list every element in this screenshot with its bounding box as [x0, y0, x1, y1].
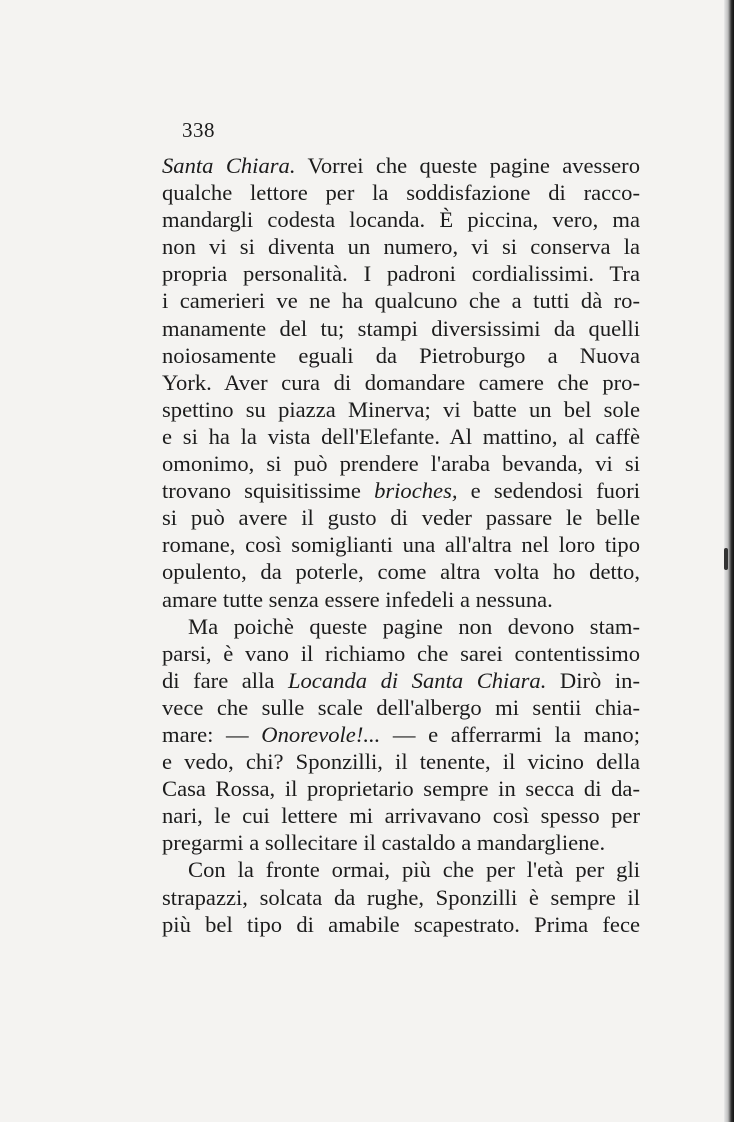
text-line	[162, 504, 640, 531]
text-line	[162, 206, 640, 233]
text-span: si può avere il gusto di veder passare le belle	[162, 505, 640, 531]
text-span: trovano squisitissime	[162, 478, 375, 504]
text-line	[162, 558, 640, 585]
text-line	[162, 856, 640, 883]
text-span: di fare alla	[162, 667, 288, 693]
italic-text: Onorevole!...	[261, 721, 381, 747]
text-span: e vedo, chi? Sponzilli, il tenente, il vicino della	[162, 749, 640, 775]
text-span: più bel tipo di amabile scapestrato. Prima fece	[162, 911, 640, 937]
text-line	[162, 775, 640, 802]
text-span: strapazzi, solcata da rughe, Sponzilli è sempre il	[162, 884, 640, 910]
text-line	[162, 369, 640, 396]
text-span: pregarmi a sollecitare il castaldo a mandargliene.	[162, 830, 606, 856]
text-line	[162, 667, 640, 694]
text-line	[162, 694, 640, 721]
text-span: romane, così somiglianti una all'altra nel loro tipo	[162, 532, 640, 558]
italic-text: Locanda di Santa Chiara.	[287, 667, 547, 693]
text-span: vece che sulle scale dell'albergo mi sentii chia-	[162, 694, 640, 720]
text-span: spettino su piazza Minerva; vi batte un bel sole	[162, 396, 640, 422]
text-line	[162, 342, 640, 369]
text-span: qualche lettore per la soddisfazione di racco-	[162, 180, 640, 206]
text-line	[162, 802, 640, 829]
text-span: mare: —	[162, 721, 262, 747]
text-span: i camerieri ve ne ha qualcuno che a tutti dà ro-	[162, 288, 640, 314]
text-line	[162, 233, 640, 260]
text-span: non vi si diventa un numero, vi si conserva la	[162, 234, 640, 260]
text-line	[162, 911, 640, 938]
page-edge-mark	[724, 548, 728, 570]
text-span: parsi, è vano il richiamo che sarei contentissimo	[162, 640, 640, 666]
text-line	[162, 748, 640, 775]
text-line	[162, 477, 640, 504]
body-text	[162, 152, 640, 938]
text-span: omonimo, si può prendere l'araba bevanda, vi si	[162, 451, 640, 477]
text-line	[162, 721, 640, 748]
text-line	[162, 423, 640, 450]
text-span: opulento, da poterle, come altra volta ho detto,	[162, 559, 640, 585]
text-span: Vorrei che queste pagine avessero	[295, 153, 640, 178]
text-span: Ma poichè queste pagine non devono stam-	[188, 613, 640, 639]
text-span: Casa Rossa, il proprietario sempre in secca di da-	[162, 776, 640, 802]
italic-text: Santa Chiara.	[162, 153, 296, 178]
text-span: propria personalità. I padroni cordialissimi. Tra	[162, 261, 640, 287]
text-line	[162, 586, 640, 613]
text-line	[162, 260, 640, 287]
text-line	[162, 829, 640, 856]
text-line	[162, 152, 640, 179]
text-line	[162, 315, 640, 342]
text-line	[162, 884, 640, 911]
page-number: 338	[182, 118, 215, 142]
text-span: Con la fronte ormai, più che per l'età per gli	[188, 857, 640, 883]
text-span: amare tutte senza essere infedeli a nessuna.	[162, 586, 553, 612]
text-span: e sedendosi fuori	[457, 478, 641, 504]
text-span: York. Aver cura di domandare camere che pro-	[162, 369, 640, 395]
text-span: Dirò in-	[546, 667, 640, 693]
text-span: manamente del tu; stampi diversissimi da quelli	[162, 315, 640, 341]
text-span: nari, le cui lettere mi arrivavano così spesso per	[162, 803, 640, 829]
text-span: e si ha la vista dell'Elefante. Al mattino, al caffè	[162, 423, 640, 449]
text-line	[162, 287, 640, 314]
text-line	[162, 640, 640, 667]
text-span: — e afferrarmi la mano;	[380, 721, 640, 747]
text-span: noiosamente eguali da Pietroburgo a Nuova	[162, 342, 640, 368]
text-line	[162, 613, 640, 640]
text-line	[162, 396, 640, 423]
text-span: mandargli codesta locanda. È piccina, vero, ma	[162, 207, 640, 233]
italic-text: brioches,	[374, 478, 458, 504]
text-line	[162, 179, 640, 206]
text-line	[162, 531, 640, 558]
text-line	[162, 450, 640, 477]
